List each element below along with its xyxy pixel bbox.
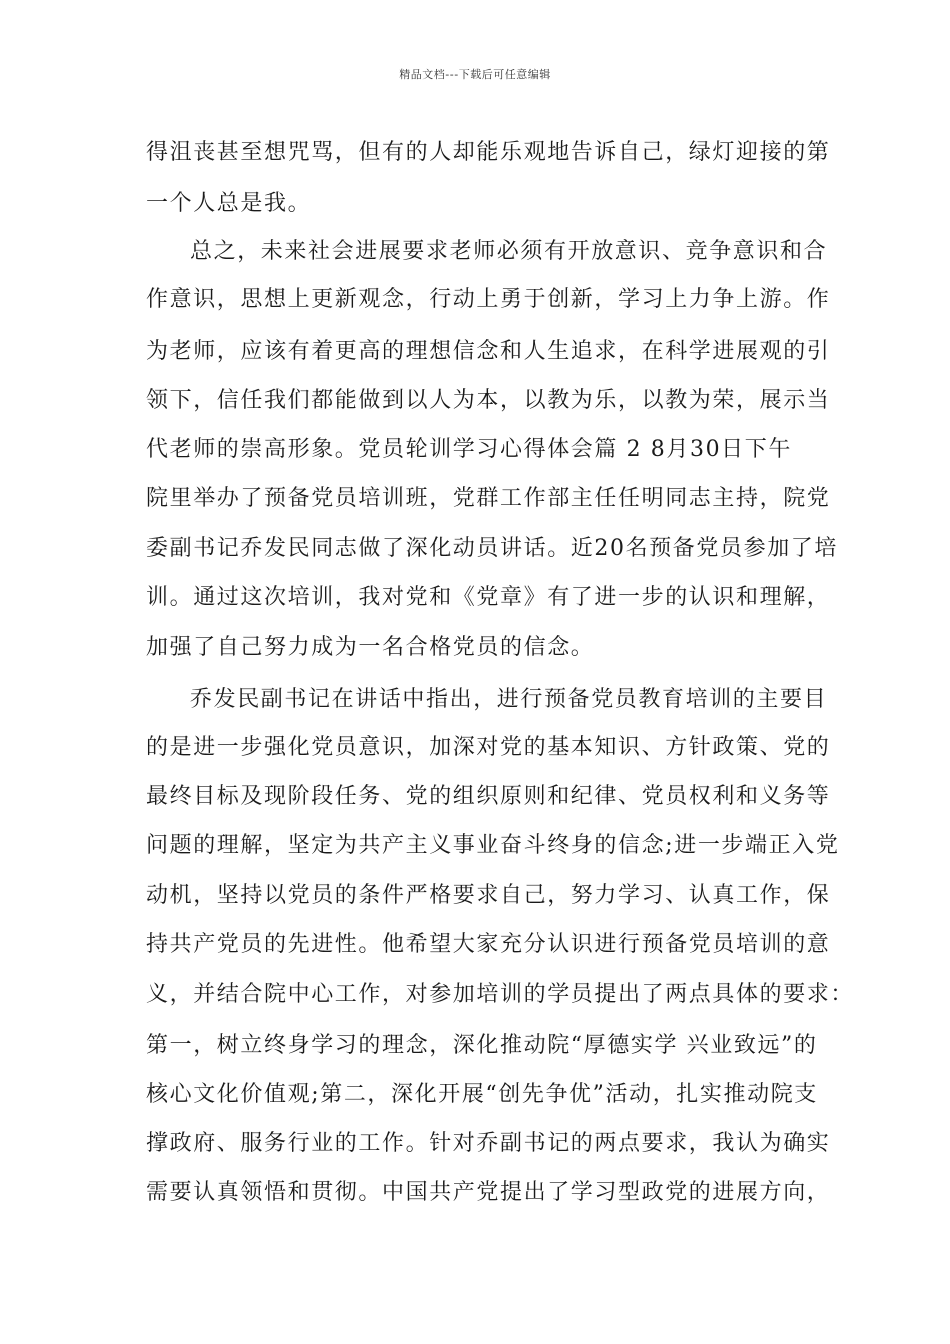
text-line: 领下，信任我们都能做到以人为本，以教为乐，以教为荣，展示当 xyxy=(146,388,831,413)
text-line: 院里举办了预备党员培训班，党群工作部主任任明同志主持，院党 xyxy=(146,486,831,511)
text-line: 撑政府、服务行业的工作。针对乔副书记的两点要求，我认为确实 xyxy=(146,1131,831,1156)
text-line: 持共产党员的先进性。他希望大家充分认识进行预备党员培训的意 xyxy=(146,932,831,957)
text-line: 需要认真领悟和贯彻。中国共产党提出了学习型政党的进展方向， xyxy=(146,1180,831,1205)
text-line: 作意识，思想上更新观念，行动上勇于创新，学习上力争上游。作 xyxy=(146,287,831,312)
text-line: 总之，未来社会进展要求老师必须有开放意识、竞争意识和合 xyxy=(190,239,828,264)
text-line: 核心文化价值观;第二，深化开展“创先争优”活动，扎实推动院支 xyxy=(146,1082,818,1107)
text-line: 义，并结合院中心工作，对参加培训的学员提出了两点具体的要求： xyxy=(146,982,855,1007)
text-line: 第一，树立终身学习的理念，深化推动院“厚德实学 兴业致远”的 xyxy=(146,1033,818,1058)
text-line: 最终目标及现阶段任务、党的组织原则和纪律、党员权利和义务等 xyxy=(146,784,831,809)
text-line: 委副书记乔发民同志做了深化动员讲话。近20名预备党员参加了培 xyxy=(146,536,838,561)
text-line: 问题的理解，坚定为共产主义事业奋斗终身的信念;进一步端正入党 xyxy=(146,833,840,858)
text-line: 得沮丧甚至想咒骂，但有的人却能乐观地告诉自己，绿灯迎接的第 xyxy=(146,140,831,165)
page-header: 精品文档---下载后可任意编辑 xyxy=(399,68,551,81)
text-line: 训。通过这次培训，我对党和《党章》有了进一步的认识和理解， xyxy=(146,585,831,610)
text-line: 加强了自己努力成为一名合格党员的信念。 xyxy=(146,635,595,660)
text-line: 一个人总是我。 xyxy=(146,191,312,216)
text-line: 乔发民副书记在讲话中指出，进行预备党员教育培训的主要目 xyxy=(190,687,828,712)
text-line: 的是进一步强化党员意识，加深对党的基本知识、方针政策、党的 xyxy=(146,735,831,760)
text-line: 为老师，应该有着更高的理想信念和人生追求，在科学进展观的引 xyxy=(146,339,831,364)
text-line: 代老师的崇高形象。党员轮训学习心得体会篇 2 8月30日下午 xyxy=(146,437,792,462)
text-line: 动机，坚持以党员的条件严格要求自己，努力学习、认真工作，保 xyxy=(146,883,831,908)
